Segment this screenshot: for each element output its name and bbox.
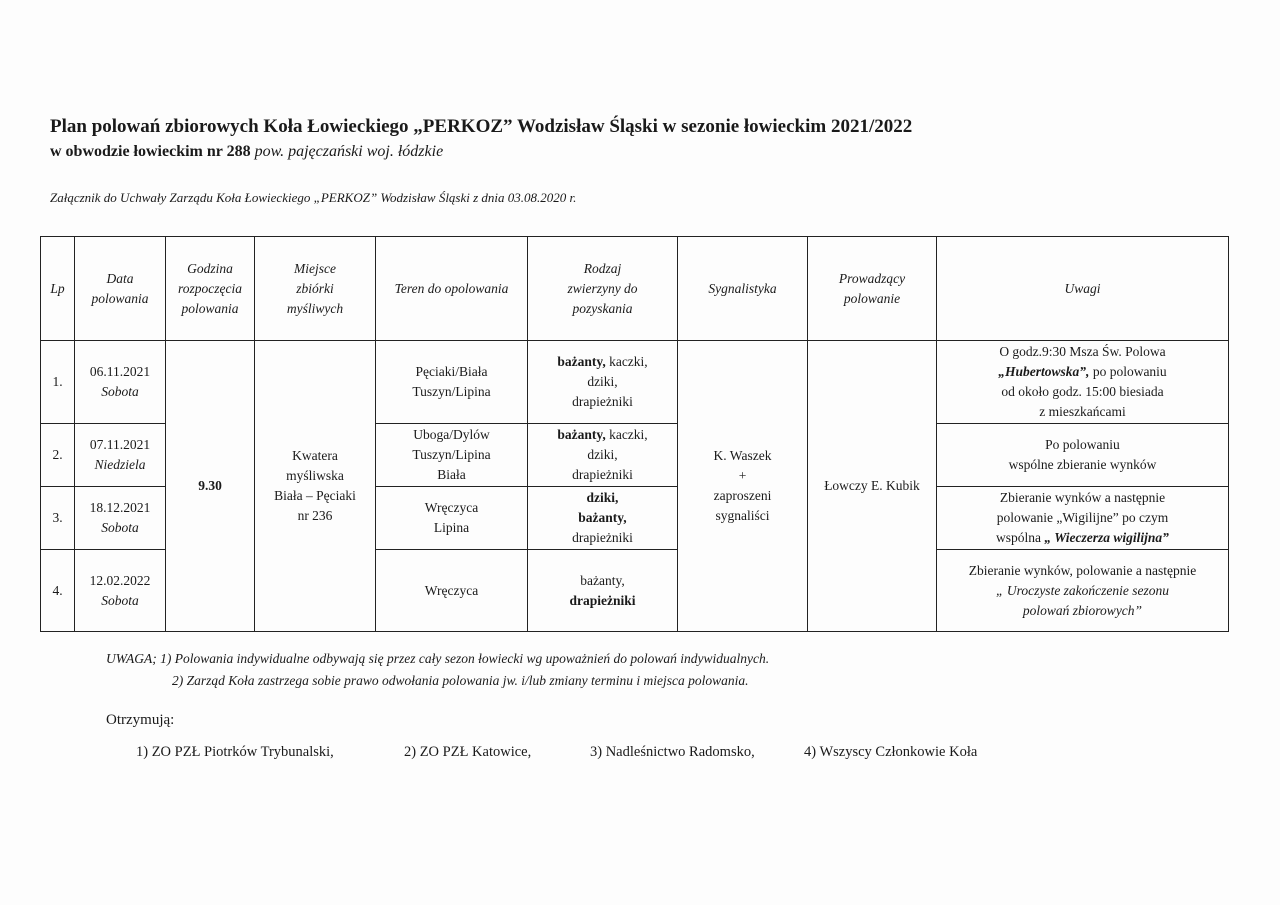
hunt-leader-cell: Łowczy E. Kubik: [808, 341, 937, 632]
header-date: Data polowania: [75, 237, 166, 341]
document-title: Plan polowań zbiorowych Koła Łowieckiego „PERKOZ” Wodzisław Śląski w sezonie łowieckim 2021/2022: [50, 116, 913, 137]
recipients-list: [136, 744, 977, 761]
document-subtitle: [50, 143, 443, 161]
table-header-row: [41, 237, 1229, 341]
start-time-cell: 9.30: [166, 341, 255, 632]
hunting-plan-table: [40, 236, 1229, 632]
remark-1: UWAGA; 1) Polowania indywidualne odbywają się przez cały sezon łowiecki wg upoważnień do polowań indywidualnych.: [106, 651, 770, 666]
header-notes: Uwagi: [937, 237, 1229, 341]
subtitle-region: pow. pajęczański woj. łódzkie: [254, 143, 444, 160]
row-game: bażanty, drapieżniki: [528, 550, 678, 632]
row-notes: Po polowaniu wspólne zbieranie wynków: [937, 424, 1229, 487]
row-area: Pęciaki/Biała Tuszyn/Lipina: [376, 341, 528, 424]
row-date: 06.11.2021 Sobota: [75, 341, 166, 424]
row-date: 07.11.2021 Niedziela: [75, 424, 166, 487]
row-game: bażanty, kaczki, dziki, drapieżniki: [528, 341, 678, 424]
row-number: 3.: [41, 487, 75, 550]
row-area: Wręczyca: [376, 550, 528, 632]
recipient-item: 1) ZO PZŁ Piotrków Trybunalski,: [136, 744, 334, 760]
recipients-label: Otrzymują:: [106, 712, 175, 728]
remarks: [106, 648, 769, 692]
row-date: 12.02.2022 Sobota: [75, 550, 166, 632]
table-row: [41, 341, 1229, 424]
header-area: Teren do opolowania: [376, 237, 528, 341]
row-date: 18.12.2021 Sobota: [75, 487, 166, 550]
header-leader: Prowadzący polowanie: [808, 237, 937, 341]
header-signal: Sygnalistyka: [678, 237, 808, 341]
row-number: 1.: [41, 341, 75, 424]
row-number: 4.: [41, 550, 75, 632]
header-time: Godzina rozpoczęcia polowania: [166, 237, 255, 341]
meeting-place-cell: Kwatera myśliwska Biała – Pęciaki nr 236: [255, 341, 376, 632]
recipient-item: 3) Nadleśnictwo Radomsko,: [590, 744, 755, 760]
header-lp: Lp: [41, 237, 75, 341]
row-notes: Zbieranie wynków a następnie polowanie „Wigilijne” po czym wspólna „ Wieczerza wigilijna”: [937, 487, 1229, 550]
row-game: bażanty, kaczki, dziki, drapieżniki: [528, 424, 678, 487]
recipient-item: 2) ZO PZŁ Katowice,: [404, 744, 532, 760]
row-notes: Zbieranie wynków, polowanie a następnie „ Uroczyste zakończenie sezonu polowań zbiorowych”: [937, 550, 1229, 632]
signaling-cell: K. Waszek + zaproszeni sygnaliści: [678, 341, 808, 632]
row-notes: O godz.9:30 Msza Św. Polowa „Hubertowska”, po polowaniu od około godz. 15:00 biesiada z mieszkańcami: [937, 341, 1229, 424]
row-area: Uboga/Dylów Tuszyn/Lipina Biała: [376, 424, 528, 487]
header-game: Rodzaj zwierzyny do pozyskania: [528, 237, 678, 341]
remark-2: 2) Zarząd Koła zastrzega sobie prawo odwołania polowania jw. i/lub zmiany terminu i miejsca polowania.: [172, 673, 749, 688]
attachment-note: Załącznik do Uchwały Zarządu Koła Łowieckiego „PERKOZ” Wodzisław Śląski z dnia 03.08.2020 r.: [50, 190, 577, 205]
row-number: 2.: [41, 424, 75, 487]
row-area: Wręczyca Lipina: [376, 487, 528, 550]
header-place: Miejsce zbiórki myśliwych: [255, 237, 376, 341]
recipient-item: 4) Wszyscy Członkowie Koła: [804, 744, 978, 760]
row-game: dziki, bażanty, drapieżniki: [528, 487, 678, 550]
subtitle-district: w obwodzie łowieckim nr 288: [50, 143, 251, 160]
